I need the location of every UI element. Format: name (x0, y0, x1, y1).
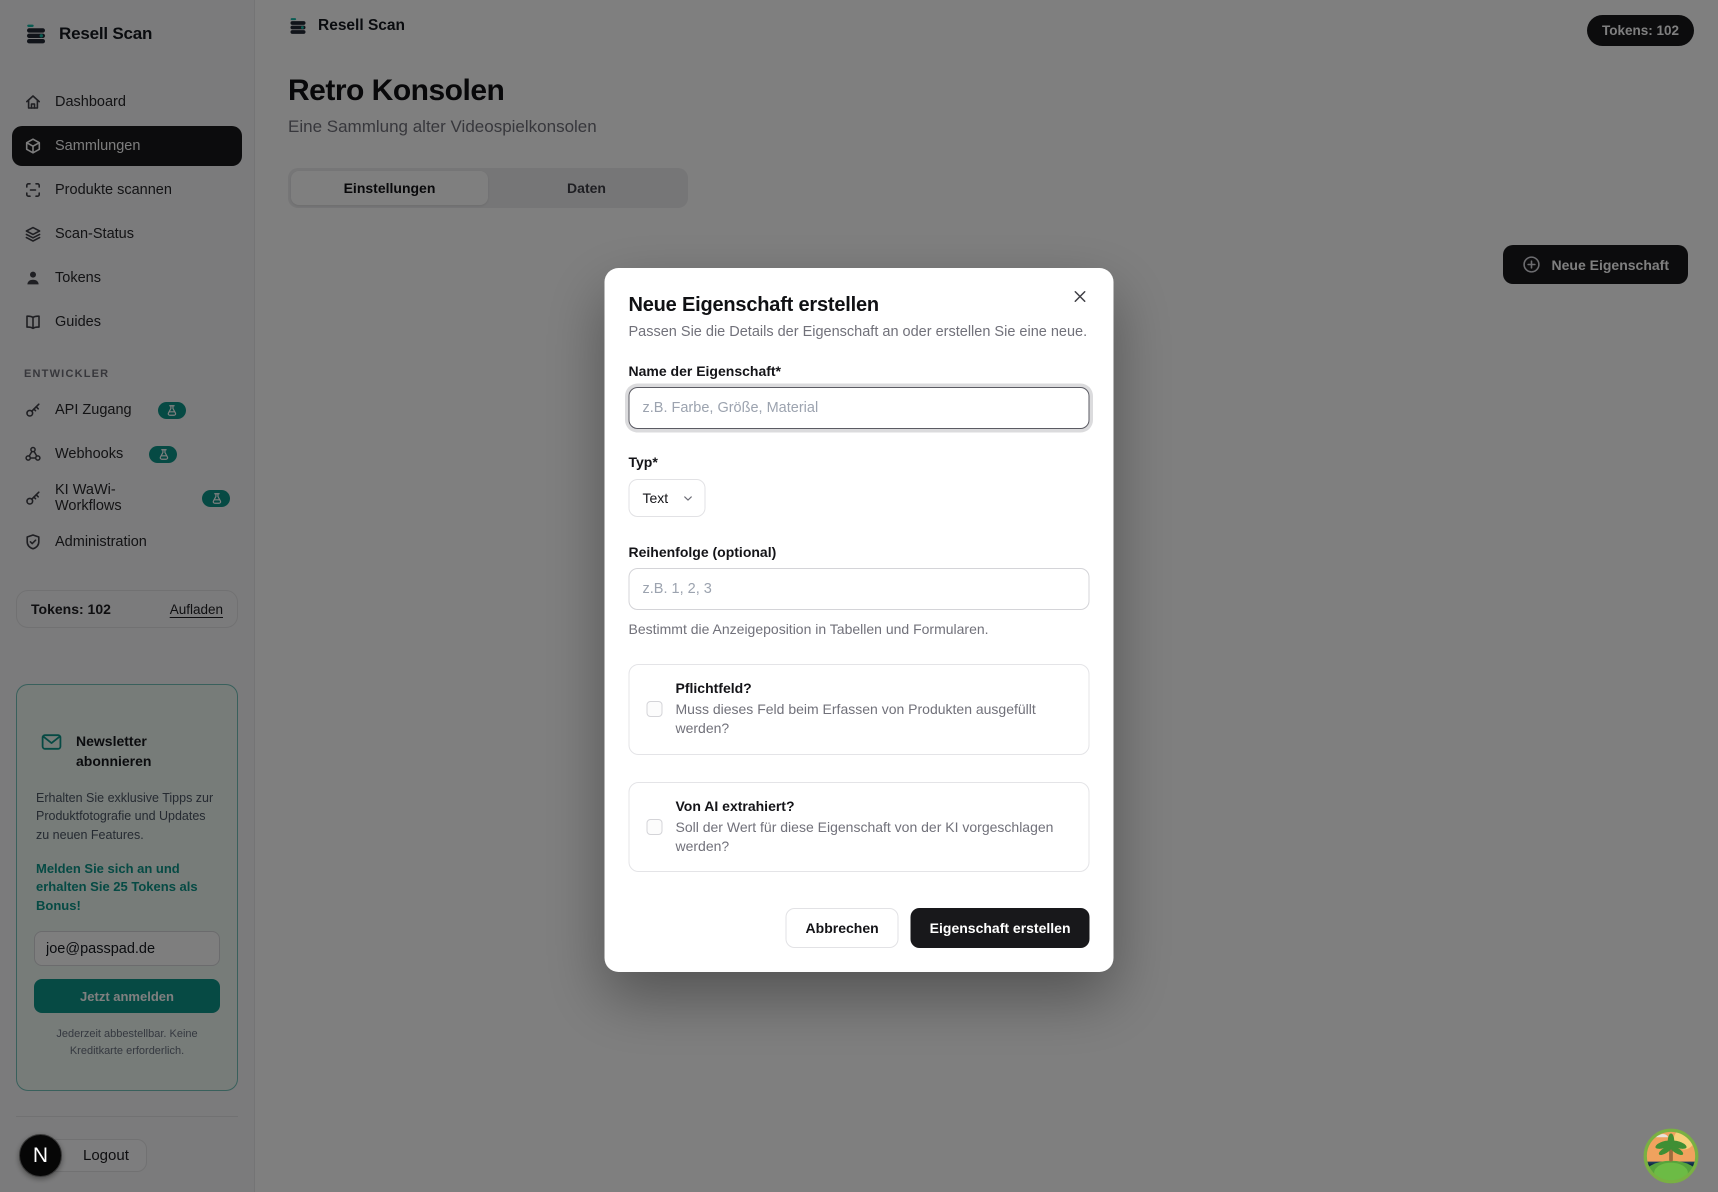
required-card-text (676, 680, 1072, 739)
type-select-value: Text (642, 490, 669, 506)
create-property-modal (605, 268, 1114, 972)
order-input[interactable] (629, 568, 1090, 610)
order-help-text: Bestimmt die Anzeigeposition in Tabellen und Formularen. (628, 621, 989, 637)
chevron-down-icon (682, 492, 695, 505)
ai-extracted-card (629, 782, 1090, 873)
ai-card-text (676, 798, 1072, 857)
required-field-card (629, 664, 1090, 755)
ai-card-title: Von AI extrahiert? (675, 797, 795, 814)
modal-subtitle: Passen Sie die Details der Eigenschaft an oder erstellen Sie eine neue. (628, 324, 1088, 340)
modal-footer (629, 908, 1090, 948)
required-card-desc: Muss dieses Feld beim Erfassen von Produkten ausgefüllt werden? (675, 701, 1036, 737)
ai-card-desc: Soll der Wert für diese Eigenschaft von der KI vorgeschlagen werden? (675, 818, 1054, 854)
ai-extracted-checkbox[interactable] (647, 819, 663, 835)
nextjs-dev-indicator[interactable] (19, 1134, 62, 1177)
property-name-input[interactable] (629, 387, 1090, 429)
type-label: Typ* (628, 454, 658, 470)
nextjs-n-letter: N (32, 1143, 49, 1167)
modal-title: Neue Eigenschaft erstellen (628, 294, 879, 316)
close-icon[interactable] (1072, 282, 1100, 310)
type-select[interactable] (629, 479, 706, 517)
order-label: Reihenfolge (optional) (628, 544, 777, 560)
cancel-button[interactable]: Abbrechen (786, 908, 899, 948)
create-property-submit-button[interactable]: Eigenschaft erstellen (911, 908, 1090, 948)
island-globe-badge-icon[interactable] (1641, 1126, 1701, 1186)
required-card-title: Pflichtfeld? (675, 680, 752, 696)
property-name-label: Name der Eigenschaft* (628, 363, 781, 379)
required-checkbox[interactable] (647, 701, 663, 717)
